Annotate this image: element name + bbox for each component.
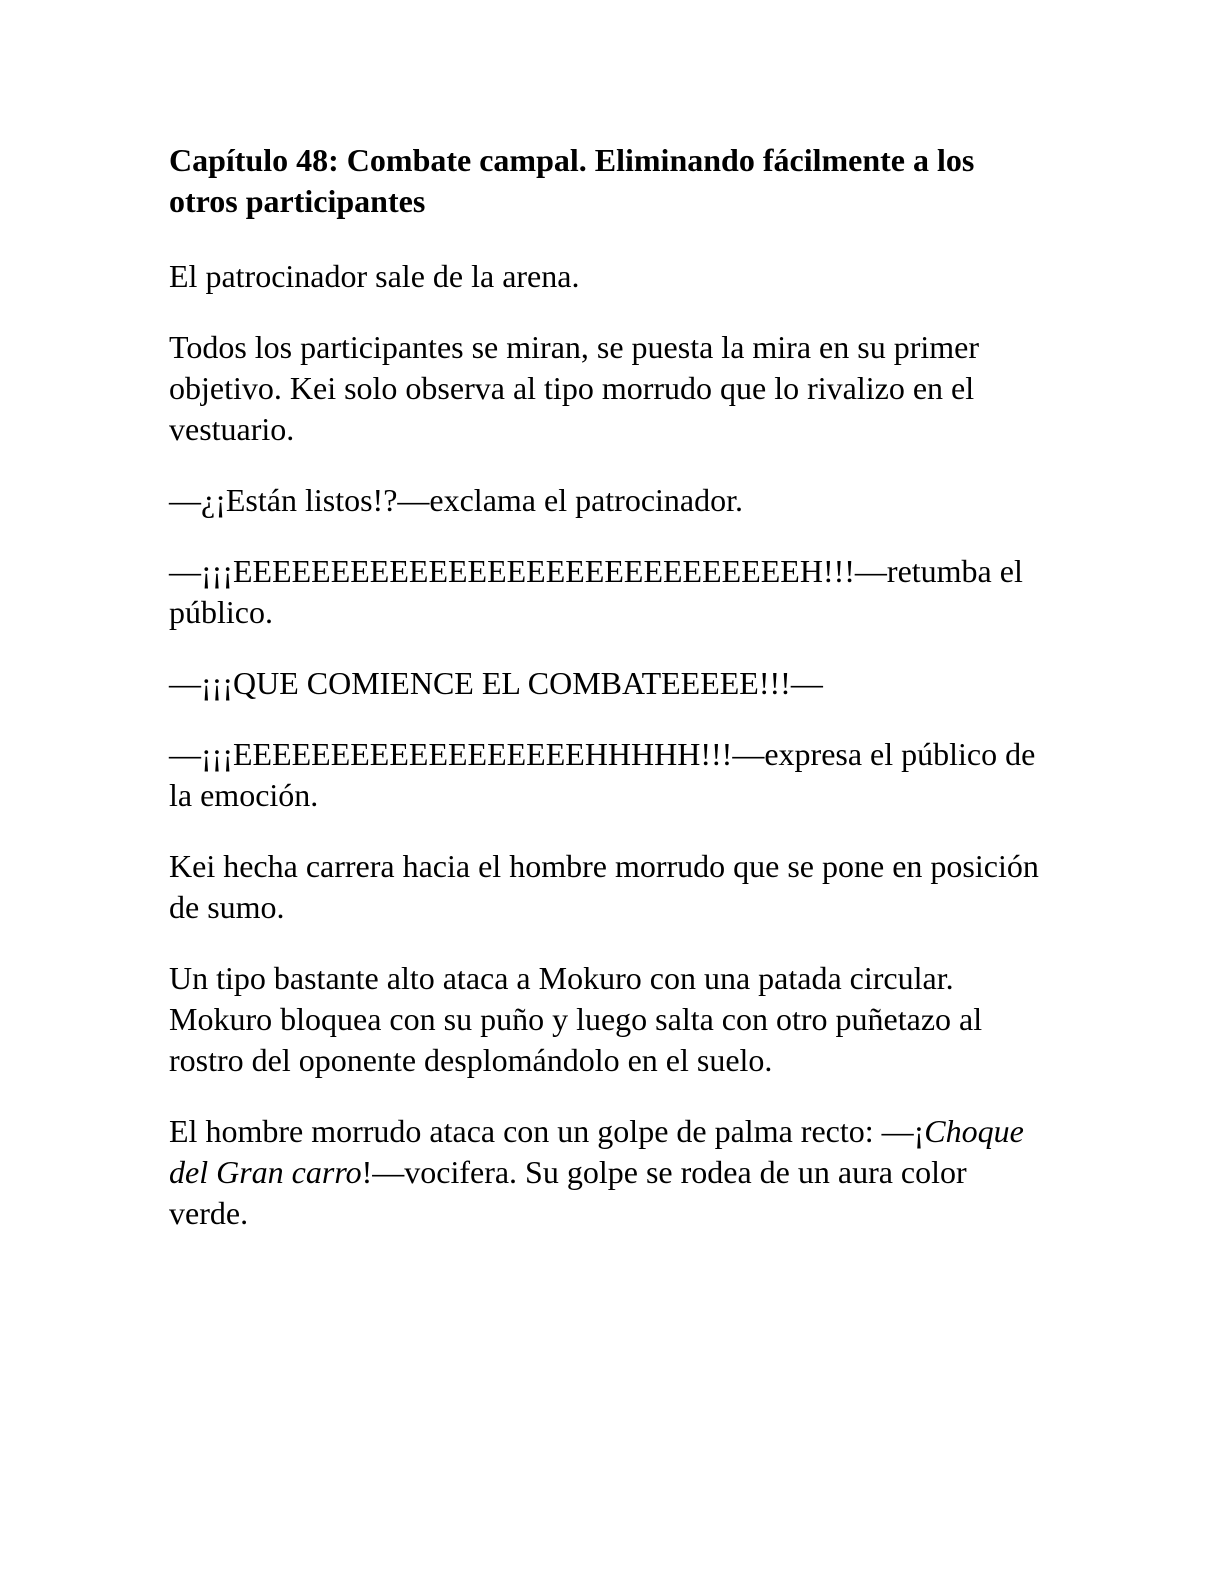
paragraph: El patrocinador sale de la arena.	[169, 258, 580, 294]
paragraph-text: !—vocifera. Su golpe se rodea de un aura color verde.	[169, 1154, 967, 1231]
attack-name: Choque del Gran carro	[169, 1113, 1024, 1190]
paragraph: —¡¡¡EEEEEEEEEEEEEEEEEEHHHHH!!!—expresa el público de la emoción.	[169, 736, 1036, 813]
paragraph: Todos los participantes se miran, se puesta la mira en su primer objetivo. Kei solo observa al tipo morrudo que lo rivalizo en el vestuario.	[169, 329, 979, 447]
paragraph: —¿¡Están listos!?—exclama el patrocinador.	[169, 482, 744, 518]
paragraph-text: El hombre morrudo ataca con un golpe de palma recto: —¡	[169, 1113, 925, 1149]
paragraph: —¡¡¡QUE COMIENCE EL COMBATEEEEE!!!—	[169, 665, 823, 701]
paragraph: —¡¡¡EEEEEEEEEEEEEEEEEEEEEEEEEEEEEH!!!—retumba el público.	[169, 553, 1023, 630]
paragraph: Kei hecha carrera hacia el hombre morrudo que se pone en posición de sumo.	[169, 848, 1039, 925]
paragraph-last	[169, 1111, 1049, 1234]
document-body	[169, 140, 1049, 1264]
chapter-title: Capítulo 48: Combate campal. Eliminando fácilmente a los otros participantes	[169, 142, 975, 219]
paragraph: Un tipo bastante alto ataca a Mokuro con una patada circular. Mokuro bloquea con su puño y luego salta con otro puñetazo al rostro del oponente desplomándolo en el suelo.	[169, 960, 983, 1078]
